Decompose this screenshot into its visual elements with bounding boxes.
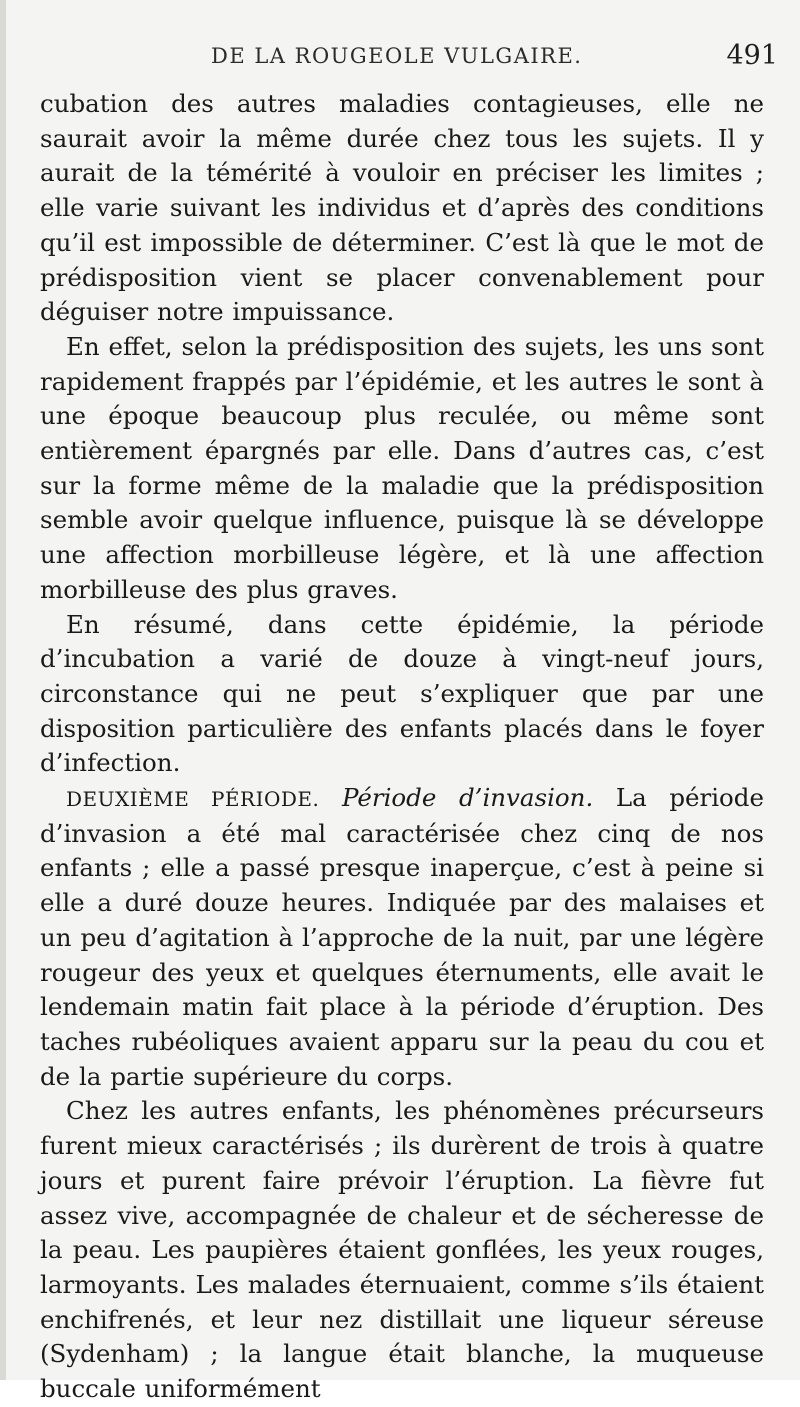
page-header — [6, 40, 800, 80]
paragraph-other-children: Chez les autres enfants, les phénomènes précurseurs furent mieux caractérisés ; ils durèrent de trois à quatre jours et purent faire prévoir l’éruption. La fièvre fut assez vive, accompagnée de chaleur et de sécheresse de la peau. Les paupières étaient gonflées, les yeux rouges, larmoyants. Les malades éternuaient, comme s’ils étaient enchifrenés, et leur nez distillait une liqueur séreuse (Sydenham) ; la langue était blanche, la muqueuse buccale uniformément — [40, 1096, 764, 1404]
section-title: Période d’invasion. — [342, 783, 594, 813]
section-text: La période d’invasion a été mal caractérisée chez cinq de nos enfants ; elle a passé presque inaperçue, c’est à peine si elle a duré douze heures. Indiquée par des malaises et un peu d’agitation à l’approche de la nuit, par une légère rougeur des yeux et quelques éternuments, elle avait le lendemain matin fait place à la période d’éruption. Des taches rubéoliques avaient apparu sur la peau du cou et de la partie supérieure du corps. — [40, 783, 764, 1091]
paragraph-predisposition: En effet, selon la prédisposition des sujets, les uns sont rapidement frappés par l’épidémie, et les autres le sont à une époque beaucoup plus reculée, ou même sont entièrement épargnés par elle. Dans d’autres cas, c’est sur la forme même de la maladie que la prédisposition semble avoir quelque influence, puisque là se développe une affection morbilleuse légère, et là une affection morbilleuse des plus graves. — [40, 331, 764, 604]
section-label: DEUXIÈME PÉRIODE. — [66, 787, 320, 812]
body-text — [40, 87, 764, 1407]
paragraph-summary: En résumé, dans cette épidémie, la période d’incubation a varié de douze à vingt-neuf jours, circonstance qui ne peut s’expliquer que par une disposition particulière des enfants placés dans le foyer d’infection. — [40, 609, 764, 778]
page-number: 491 — [726, 40, 778, 71]
paragraph-incubation-end: cubation des autres maladies contagieuses, elle ne saurait avoir la même durée chez tous les sujets. Il y aurait de la témérité à vouloir en préciser les limites ; elle varie suivant les individus et d’après des conditions qu’il est impossible de déterminer. C’est là que le mot de prédisposition vient se placer convenablement pour déguiser notre impuissance. — [40, 89, 764, 327]
running-head: DE LA ROUGEOLE VULGAIRE. — [211, 44, 583, 68]
paragraph-second-period — [40, 781, 764, 1094]
